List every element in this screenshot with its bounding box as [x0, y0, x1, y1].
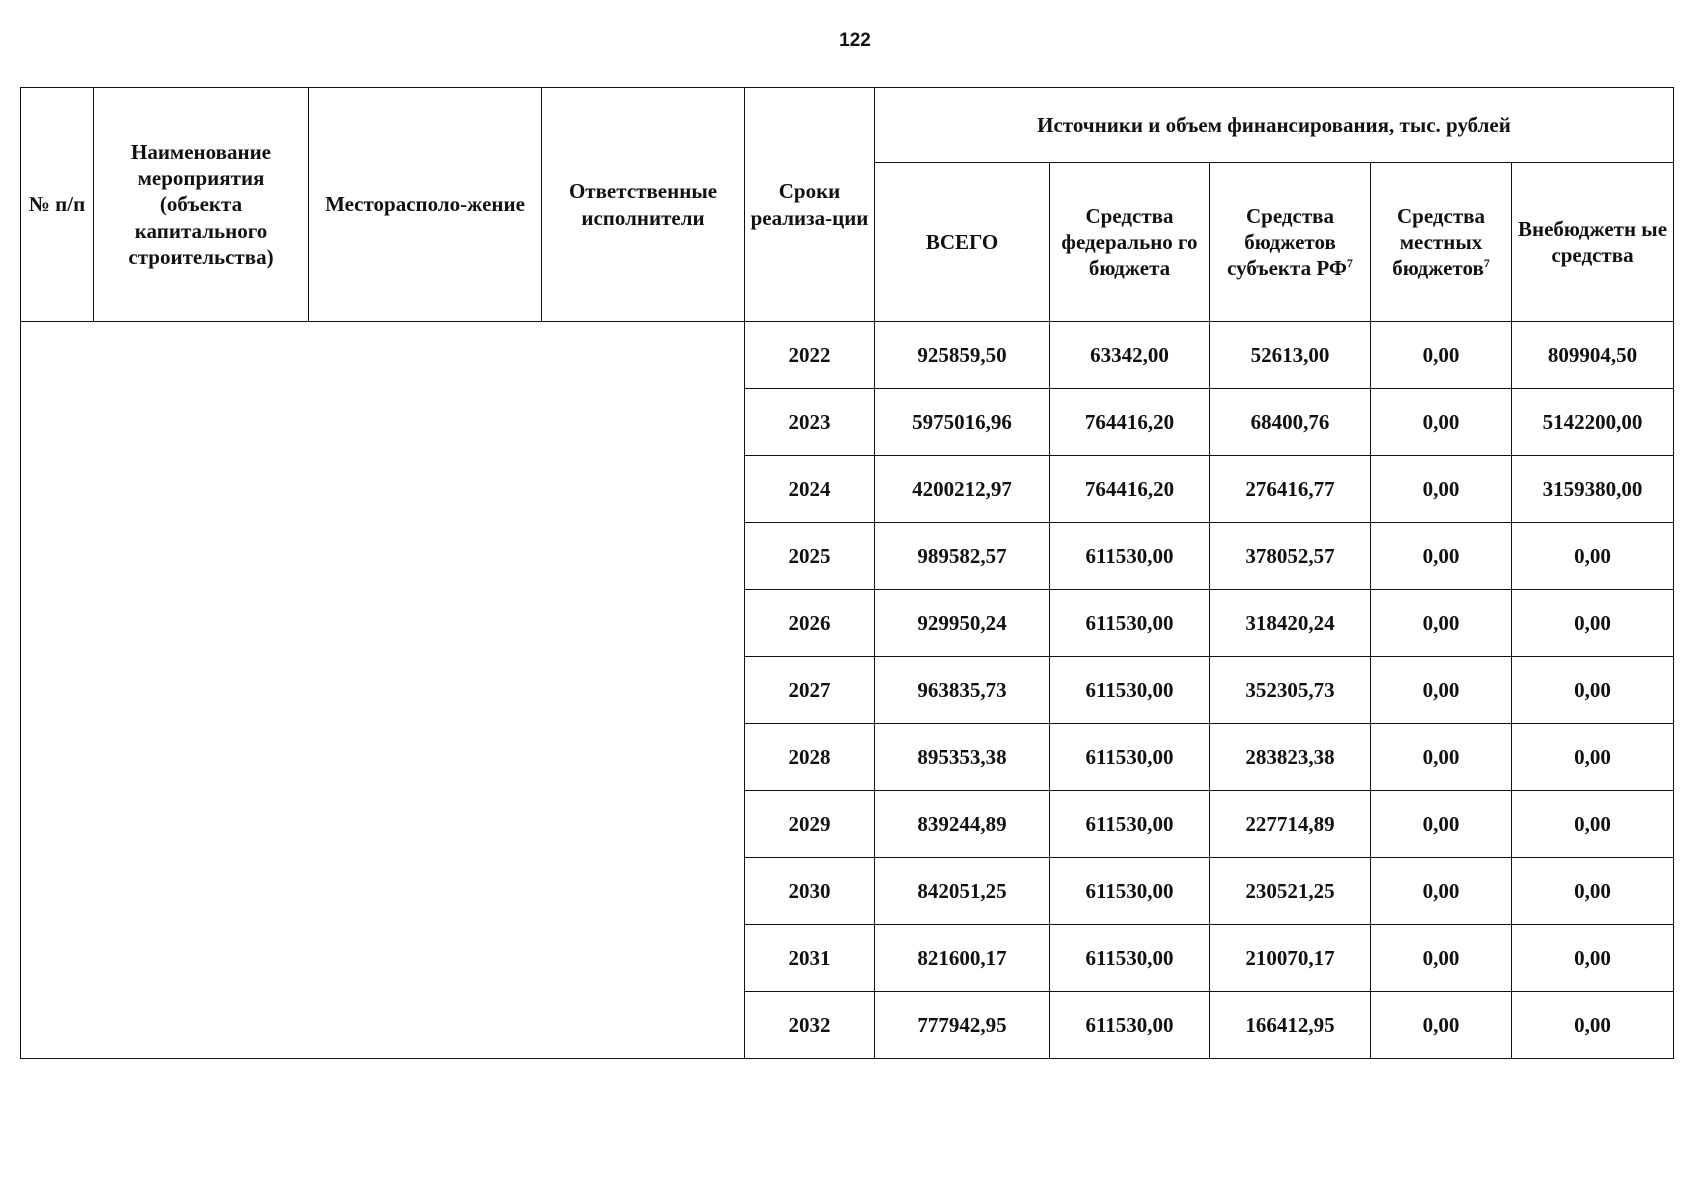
cell-total: 821600,17 — [875, 925, 1050, 992]
cell-subject: 318420,24 — [1210, 590, 1371, 657]
cell-total: 5975016,96 — [875, 389, 1050, 456]
cell-year: 2026 — [745, 590, 875, 657]
cell-federal: 611530,00 — [1050, 590, 1210, 657]
cell-extra: 0,00 — [1512, 858, 1674, 925]
header-sources: Источники и объем финансирования, тыс. рублей — [875, 88, 1674, 163]
cell-local: 0,00 — [1371, 925, 1512, 992]
cell-total: 839244,89 — [875, 791, 1050, 858]
page-number: 122 — [839, 30, 871, 51]
cell-local: 0,00 — [1371, 992, 1512, 1059]
cell-extra: 0,00 — [1512, 925, 1674, 992]
table-header — [21, 88, 1674, 322]
header-local — [1371, 163, 1512, 322]
cell-subject: 166412,95 — [1210, 992, 1371, 1059]
cell-federal: 611530,00 — [1050, 858, 1210, 925]
cell-local: 0,00 — [1371, 590, 1512, 657]
cell-total: 895353,38 — [875, 724, 1050, 791]
cell-total: 925859,50 — [875, 322, 1050, 389]
table-row — [21, 322, 1674, 389]
cell-federal: 63342,00 — [1050, 322, 1210, 389]
cell-extra: 0,00 — [1512, 992, 1674, 1059]
header-federal: Средства федерально го бюджета — [1050, 163, 1210, 322]
cell-year: 2028 — [745, 724, 875, 791]
header-total: ВСЕГО — [875, 163, 1050, 322]
header-subject-label: Средства бюджетов субъекта РФ — [1227, 203, 1347, 281]
cell-federal: 611530,00 — [1050, 657, 1210, 724]
cell-subject: 68400,76 — [1210, 389, 1371, 456]
financing-table — [20, 87, 1674, 1059]
cell-year: 2024 — [745, 456, 875, 523]
cell-year: 2022 — [745, 322, 875, 389]
cell-local: 0,00 — [1371, 791, 1512, 858]
cell-year: 2031 — [745, 925, 875, 992]
header-location: Месторасполо-жение — [309, 88, 542, 322]
cell-total: 842051,25 — [875, 858, 1050, 925]
cell-local: 0,00 — [1371, 523, 1512, 590]
cell-year: 2023 — [745, 389, 875, 456]
cell-year: 2032 — [745, 992, 875, 1059]
cell-extra: 809904,50 — [1512, 322, 1674, 389]
cell-year: 2029 — [745, 791, 875, 858]
cell-subject: 230521,25 — [1210, 858, 1371, 925]
cell-federal: 611530,00 — [1050, 523, 1210, 590]
header-executors: Ответственные исполнители — [542, 88, 745, 322]
cell-total: 963835,73 — [875, 657, 1050, 724]
cell-extra: 0,00 — [1512, 523, 1674, 590]
cell-local: 0,00 — [1371, 389, 1512, 456]
header-local-footnote: 7 — [1483, 256, 1490, 271]
cell-subject: 276416,77 — [1210, 456, 1371, 523]
header-num: № п/п — [21, 88, 94, 322]
header-terms: Сроки реализа-ции — [745, 88, 875, 322]
empty-merged-cell — [21, 322, 745, 1059]
cell-federal: 611530,00 — [1050, 992, 1210, 1059]
cell-local: 0,00 — [1371, 724, 1512, 791]
cell-subject: 283823,38 — [1210, 724, 1371, 791]
cell-local: 0,00 — [1371, 456, 1512, 523]
header-name: Наименование мероприятия (объекта капитального строительства) — [94, 88, 309, 322]
cell-subject: 378052,57 — [1210, 523, 1371, 590]
cell-year: 2027 — [745, 657, 875, 724]
cell-extra: 0,00 — [1512, 590, 1674, 657]
cell-local: 0,00 — [1371, 657, 1512, 724]
header-extra: Внебюджетн ые средства — [1512, 163, 1674, 322]
header-local-label: Средства местных бюджетов — [1392, 203, 1485, 281]
cell-extra: 0,00 — [1512, 724, 1674, 791]
cell-federal: 611530,00 — [1050, 724, 1210, 791]
cell-total: 4200212,97 — [875, 456, 1050, 523]
cell-subject: 52613,00 — [1210, 322, 1371, 389]
cell-subject: 227714,89 — [1210, 791, 1371, 858]
cell-local: 0,00 — [1371, 322, 1512, 389]
cell-federal: 611530,00 — [1050, 925, 1210, 992]
cell-total: 929950,24 — [875, 590, 1050, 657]
cell-local: 0,00 — [1371, 858, 1512, 925]
cell-total: 777942,95 — [875, 992, 1050, 1059]
cell-total: 989582,57 — [875, 523, 1050, 590]
cell-year: 2030 — [745, 858, 875, 925]
header-subject-footnote: 7 — [1346, 256, 1353, 271]
cell-federal: 764416,20 — [1050, 456, 1210, 523]
cell-extra: 5142200,00 — [1512, 389, 1674, 456]
table-body — [21, 322, 1674, 1059]
cell-federal: 764416,20 — [1050, 389, 1210, 456]
cell-extra: 3159380,00 — [1512, 456, 1674, 523]
cell-federal: 611530,00 — [1050, 791, 1210, 858]
cell-year: 2025 — [745, 523, 875, 590]
cell-extra: 0,00 — [1512, 791, 1674, 858]
cell-extra: 0,00 — [1512, 657, 1674, 724]
cell-subject: 352305,73 — [1210, 657, 1371, 724]
cell-subject: 210070,17 — [1210, 925, 1371, 992]
header-subject — [1210, 163, 1371, 322]
